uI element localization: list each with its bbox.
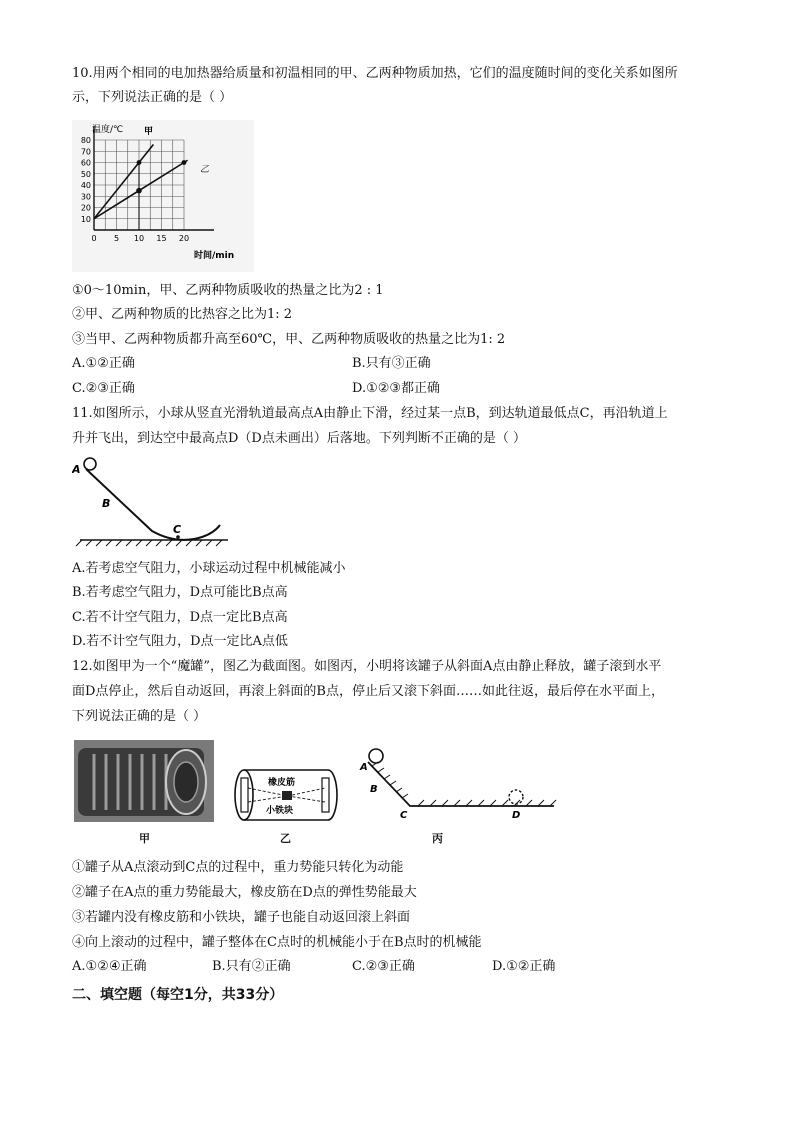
- series-line-yi-point: [182, 160, 187, 165]
- q10-statement-3: ③当甲、乙两种物质都升高至60℃，甲、乙两种物质吸收的热量之比为1: 2: [72, 332, 506, 347]
- q12-stem-line3: 下列说法正确的是（ ）: [72, 709, 207, 724]
- q11-track-figure: [72, 455, 232, 547]
- y-tick-label: 40: [80, 181, 91, 190]
- section-title: 二、填空题（每空1分，共33分）: [72, 987, 284, 1003]
- q12-option-b: B.只有②正确: [212, 959, 291, 974]
- slope-line: [368, 762, 554, 806]
- q10-option-b: B.只有③正确: [352, 356, 431, 371]
- point-a-label: A: [72, 463, 81, 476]
- iron-block-label: 小铁块: [266, 806, 294, 816]
- slope-point-c-label: C: [400, 810, 408, 821]
- y-tick-label: 50: [80, 169, 91, 179]
- q12-stem-line2: 面D点停止，然后自动返回，再滚上斜面的B点，停止后又滚下斜面……如此往返，最后停在水平面上，: [72, 684, 664, 699]
- x-tick-label: 5: [113, 234, 120, 243]
- x-tick-label: 0: [91, 234, 97, 243]
- y-tick-label: 20: [80, 203, 91, 213]
- q12-option-c: C.②③正确: [352, 959, 415, 974]
- y-tick-label: 60: [80, 158, 91, 168]
- magic-can-photo: [74, 740, 214, 822]
- point-b-label: B: [102, 497, 111, 510]
- series-label-yi: 乙: [200, 165, 210, 175]
- can-ribs: [94, 754, 166, 810]
- q10-option-d: D.①②③都正确: [352, 381, 441, 396]
- x-tick-label: 10: [133, 234, 145, 243]
- caption-bing: 丙: [432, 832, 443, 845]
- q10-option-a: A.①②正确: [72, 356, 135, 371]
- slope-point-d-label: D: [512, 810, 521, 821]
- slope-point-b-label: B: [370, 784, 378, 795]
- point-c-label: C: [173, 523, 182, 536]
- x-tick-label: 20: [178, 234, 190, 243]
- q11-option-b: B.若考虑空气阻力，D点可能比B点高: [72, 585, 288, 600]
- y-tick-label: 70: [80, 147, 91, 157]
- slope-figure: [348, 746, 558, 828]
- slope-hatch: [372, 762, 556, 806]
- q12-stem-line1: 12.如图甲为一个“魔罐”，图乙为截面图。如图丙，小明将该罐子从斜面A点由静止释放，罐子滚到水平: [72, 659, 662, 674]
- y-tick-label: 30: [80, 192, 91, 202]
- can-cross-section: [230, 766, 342, 824]
- q12-option-a: A.①②④正确: [72, 959, 147, 974]
- ball-icon: [84, 458, 96, 470]
- q10-option-c: C.②③正确: [72, 381, 135, 396]
- y-tick-label: 80: [80, 136, 91, 145]
- x-axis-label: 时间/min: [194, 251, 235, 261]
- q11-option-a: A.若考虑空气阻力，小球运动过程中机械能减小: [72, 561, 346, 576]
- ground-hatch: [76, 540, 222, 546]
- q10-stem-line1: 10.用两个相同的电加热器给质量和初温相同的甲、乙两种物质加热，它们的温度随时间的变化关系如图所: [72, 66, 678, 81]
- slope-point-a-label: A: [360, 762, 368, 773]
- q12-statement-3: ③若罐内没有橡皮筋和小铁块，罐子也能自动返回滚上斜面: [72, 910, 411, 925]
- q10-temperature-graph: [72, 120, 254, 272]
- y-tick-label: 10: [80, 214, 91, 224]
- can-end-position-icon: [509, 790, 523, 804]
- can-ball-icon: [369, 749, 383, 763]
- q12-option-d: D.①②正确: [492, 959, 556, 974]
- q10-stem-line2: 示，下列说法正确的是（ ）: [72, 90, 233, 105]
- x-tick-label: 15: [156, 234, 167, 243]
- caption-jia: 甲: [139, 832, 150, 845]
- q11-stem-line2: 升并飞出，到达空中最高点D（D点未画出）后落地。下列判断不正确的是（ ）: [72, 431, 526, 446]
- y-axis-label: 温度/℃: [92, 125, 124, 135]
- series-label-jia: 甲: [144, 127, 154, 137]
- q12-statement-1: ①罐子从A点滚动到C点的过程中，重力势能只转化为动能: [72, 860, 404, 875]
- q11-stem-line1: 11.如图所示，小球从竖直光滑轨道最高点A由静止下滑，经过某一点B，到达轨道最低点C，再沿轨道上: [72, 406, 668, 421]
- q10-statement-2: ②甲、乙两种物质的比热容之比为1: 2: [72, 307, 293, 322]
- caption-yi: 乙: [280, 832, 291, 845]
- q10-statement-1: ①0～10min，甲、乙两种物质吸收的热量之比为2 : 1: [72, 283, 384, 298]
- q11-option-c: C.若不计空气阻力，D点一定比B点高: [72, 610, 288, 625]
- q12-statement-4: ④向上滚动的过程中，罐子整体在C点时的机械能小于在B点时的机械能: [72, 935, 482, 950]
- rubber-band-label: 橡皮筋: [268, 778, 296, 788]
- q11-option-d: D.若不计空气阻力，D点一定比A点低: [72, 634, 288, 649]
- q12-statement-2: ②罐子在A点的重力势能最大，橡皮筋在D点的弹性势能最大: [72, 885, 417, 900]
